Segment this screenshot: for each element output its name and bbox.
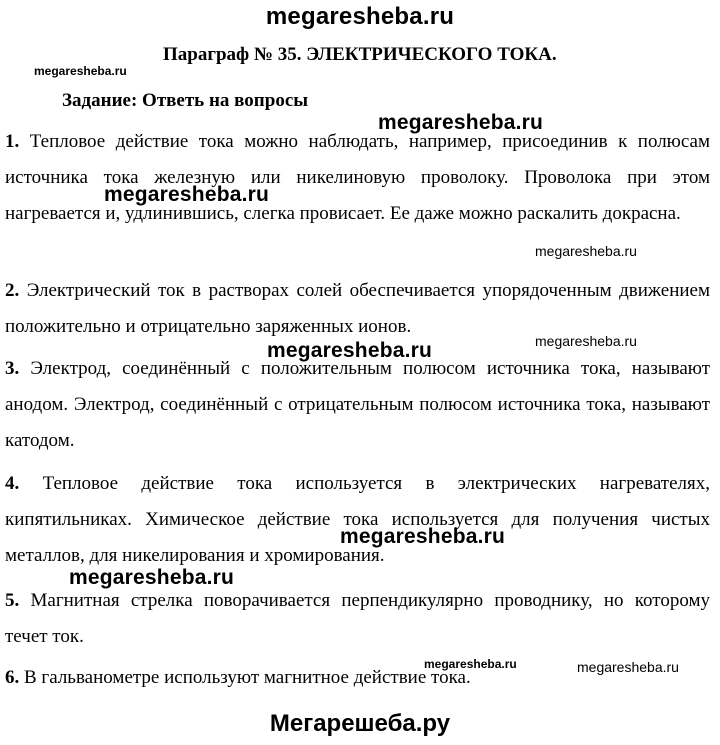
answer-item <box>5 351 710 459</box>
answer-text: Электрический ток в растворах солей обеспечивается упорядоченным движением положительно и отрицательно заряженных ионов. <box>5 280 711 337</box>
answer-number: 5. <box>5 590 20 611</box>
answer-number: 1. <box>5 131 20 152</box>
site-header: megaresheba.ru <box>265 3 455 30</box>
answer-text: Электрод, соединённый с положительным полюсом источника тока, называют анодом. Электрод, соединённый с отрицательным полюсом источника тока, называют катодом. <box>5 358 711 451</box>
watermark: megaresheba.ru <box>267 339 433 362</box>
answer-item <box>5 124 710 232</box>
watermark: megaresheba.ru <box>535 243 637 259</box>
watermark: megaresheba.ru <box>535 333 637 349</box>
watermark: megaresheba.ru <box>340 525 506 548</box>
answer-item <box>5 583 710 655</box>
answer-text: Тепловое действие тока используется в электрических нагревателях, кипятильниках. Химическое действие тока используется для получения чистых металлов, для никелирования и хромирования. <box>5 473 711 566</box>
watermark: megaresheba.ru <box>104 183 270 206</box>
answer-number: 4. <box>5 473 20 494</box>
answer-number: 2. <box>5 280 20 301</box>
watermark: megaresheba.ru <box>34 64 127 78</box>
answer-number: 3. <box>5 358 20 379</box>
watermark: megaresheba.ru <box>424 657 517 671</box>
footer-brand: Мегарешеба.ру <box>269 710 451 737</box>
answer-text: В гальванометре используют магнитное действие тока. <box>24 667 471 688</box>
task-title: Задание: Ответь на вопросы <box>62 90 309 111</box>
watermark: megaresheba.ru <box>378 111 544 134</box>
answer-text: Магнитная стрелка поворачивается перпендикулярно проводнику, но которому течет ток. <box>5 590 711 647</box>
watermark: megaresheba.ru <box>577 659 679 675</box>
paragraph-title: Параграф № 35. ЭЛЕКТРИЧЕСКОГО ТОКА. <box>163 44 557 65</box>
answer-text: Тепловое действие тока можно наблюдать, например, присоединив к полюсам источника тока железную или никелиновую проволоку. Проволока при этом нагревается и, удлинившись, слегка провисает. Ее даже можно раскалить докрасна. <box>5 131 711 224</box>
watermark: megaresheba.ru <box>69 566 235 589</box>
answer-item <box>5 466 710 574</box>
answer-number: 6. <box>5 667 20 688</box>
